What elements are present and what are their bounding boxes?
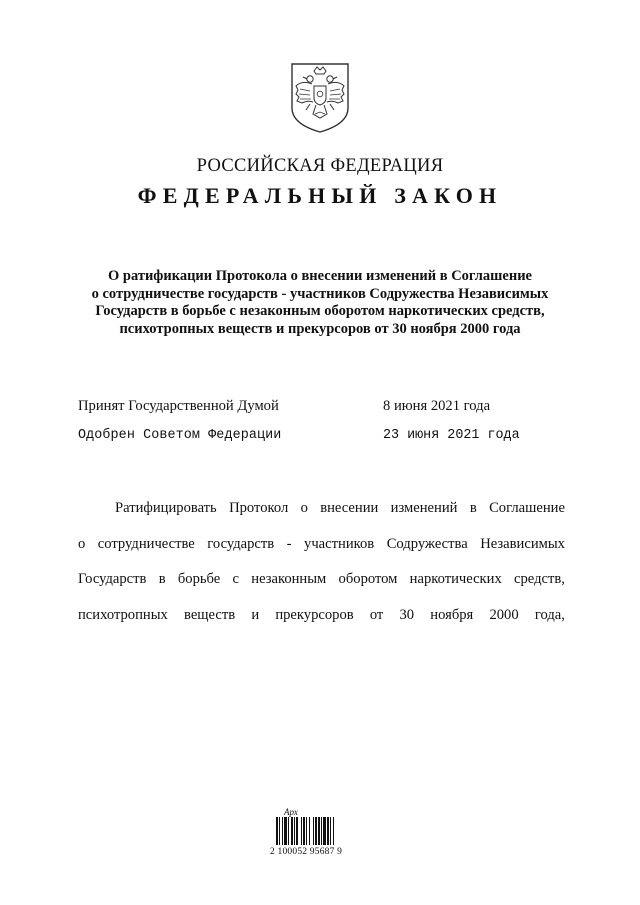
barcode-bar — [291, 817, 293, 845]
body-word: о — [78, 536, 86, 552]
body-word: года, — [534, 607, 565, 623]
body-word: изменений — [390, 500, 458, 516]
body-word: Содружества — [386, 536, 468, 552]
body-word: Соглашение — [489, 500, 565, 516]
body-word: Ратифицировать — [115, 500, 217, 516]
signature-mark: Арх — [284, 807, 298, 817]
subject-line: психотропных веществ и прекурсоров от 30 ноября 2000 года — [119, 320, 521, 337]
barcode-number: 2 100052 95687 9 — [270, 847, 343, 857]
body-word: в — [469, 500, 477, 516]
barcode-bar — [294, 817, 295, 845]
subject-line: Государств в борьбе с незаконным оборотом наркотических средств, — [95, 303, 545, 320]
body-word: психотропных — [78, 607, 168, 623]
body-word: от — [369, 607, 384, 623]
body-word: Независимых — [480, 536, 565, 552]
barcode-bar — [315, 817, 317, 845]
council-approval-date: 23 июня 2021 года — [383, 428, 520, 443]
body-word: 30 — [399, 607, 415, 623]
barcode-bar — [333, 817, 334, 845]
body-word: участников — [304, 536, 375, 552]
barcode-bar — [303, 817, 305, 845]
barcode-bar — [301, 817, 302, 845]
body-word: сотрудничестве — [97, 536, 195, 552]
body-word: в — [158, 571, 166, 587]
barcode-bar — [309, 817, 310, 845]
body-word: с — [232, 571, 239, 587]
barcode-bar — [323, 817, 326, 845]
body-word: внесении — [320, 500, 379, 516]
country-name: РОССИЙСКАЯ ФЕДЕРАЦИЯ — [196, 156, 444, 176]
barcode-bar — [279, 817, 280, 845]
barcode-bar — [327, 817, 329, 845]
body-line — [78, 571, 565, 588]
body-word: и — [251, 607, 260, 623]
barcode-bar — [288, 817, 289, 845]
barcode-bar — [313, 817, 314, 845]
body-word: оборотом — [338, 571, 398, 587]
body-word: веществ — [184, 607, 236, 623]
body-word: Государств — [78, 571, 147, 587]
barcode-bar — [306, 817, 307, 845]
body-word: государств — [207, 536, 275, 552]
subject-line: О ратификации Протокола о внесении изменений в Соглашение — [107, 268, 532, 284]
duma-adoption-date: 8 июня 2021 года — [383, 398, 491, 414]
body-word: Протокол — [229, 500, 289, 516]
council-approval-label: Одобрен Советом Федерации — [78, 428, 282, 443]
duma-adoption-label: Принят Государственной Думой — [78, 398, 279, 414]
body-word: о — [300, 500, 308, 516]
body-word: - — [286, 536, 292, 552]
barcode-bar — [318, 817, 320, 845]
body-line — [78, 536, 565, 553]
body-word: борьбе — [177, 571, 221, 587]
barcode-bar — [321, 817, 322, 845]
law-type-title: ФЕДЕРАЛЬНЫЙ ЗАКОН — [137, 183, 503, 208]
body-word: прекурсоров — [275, 607, 354, 623]
barcode-bar — [284, 817, 287, 845]
barcode-bar — [330, 817, 331, 845]
barcode-bar — [276, 817, 278, 845]
barcode-bar — [296, 817, 298, 845]
subject-line: о сотрудничестве государств - участников Содружества Независимых — [91, 285, 549, 302]
body-word: средств, — [514, 571, 565, 587]
body-word: ноября — [430, 607, 474, 623]
law-subject — [40, 268, 600, 338]
body-line — [78, 607, 565, 624]
barcode-bars — [276, 817, 356, 847]
body-line — [78, 500, 565, 517]
body-word: 2000 — [489, 607, 519, 623]
barcode-bar — [282, 817, 283, 845]
body-word: наркотических — [409, 571, 502, 587]
coat-of-arms-icon — [288, 62, 352, 134]
body-word: незаконным — [251, 571, 327, 587]
